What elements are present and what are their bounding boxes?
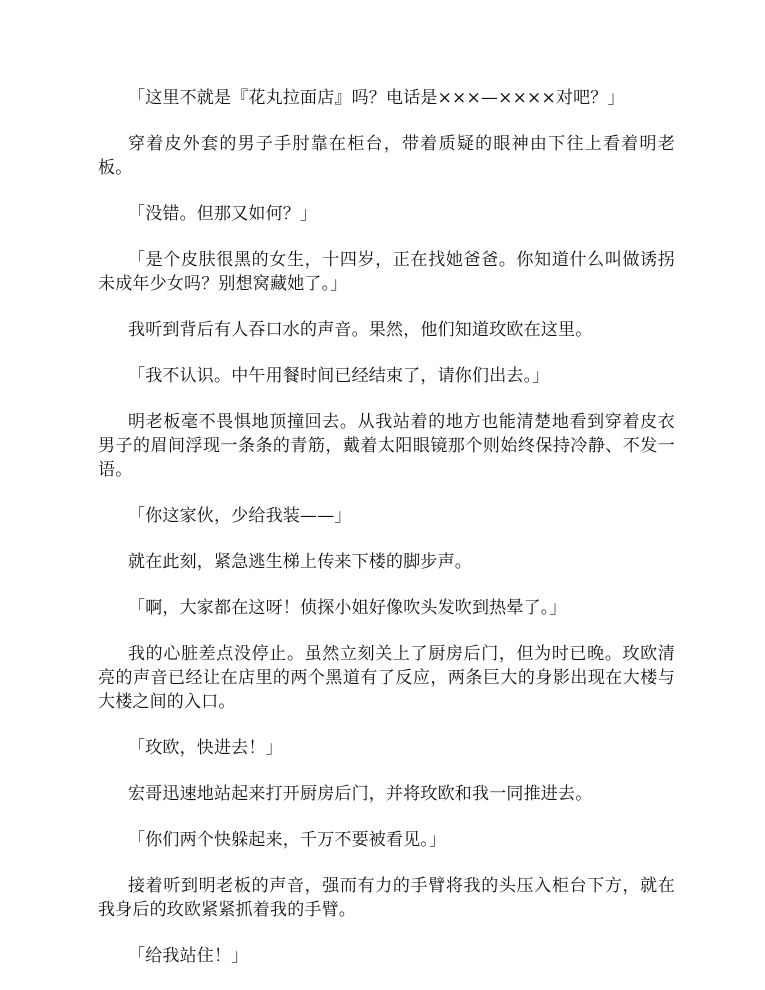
paragraph: 「玫欧，快进去！」: [128, 738, 283, 758]
paragraph: 「给我站住！」: [128, 946, 249, 966]
paragraph: 「是个皮肤很黑的女生，十四岁，正在找她爸爸。你知道什么叫做诱拐未成年少女吗？别想窝藏她了。」: [98, 250, 675, 294]
paragraph: 「啊，大家都在这呀！侦探小姐好像吹头发吹到热晕了。」: [128, 598, 567, 618]
paragraph: 「你这家伙，少给我装——」: [128, 506, 352, 526]
paragraph: 我听到背后有人吞口水的声音。果然，他们知道玫欧在这里。: [128, 320, 593, 340]
paragraph: 「你们两个快躲起来，千万不要被看见。」: [128, 830, 447, 850]
paragraph: 「我不认识。中午用餐时间已经结束了，请你们出去。」: [128, 366, 550, 386]
paragraph: 接着听到明老板的声音，强而有力的手臂将我的头压入柜台下方，就在我身后的玫欧紧紧抓着我的手臂。: [98, 876, 675, 920]
paragraph: 就在此刻，紧急逃生梯上传来下楼的脚步声。: [128, 552, 472, 572]
paragraph: 明老板毫不畏惧地顶撞回去。从我站着的地方也能清楚地看到穿着皮衣男子的眉间浮现一条条的青筋，戴着太阳眼镜那个则始终保持冷静、不发一语。: [98, 412, 675, 480]
paragraph: 宏哥迅速地站起来打开厨房后门，并将玫欧和我一同推进去。: [128, 784, 593, 804]
paragraph: 我的心脏差点没停止。虽然立刻关上了厨房后门，但为时已晚。玫欧清亮的声音已经让在店里的两个黑道有了反应，两条巨大的身影出现在大楼与大楼之间的入口。: [98, 644, 675, 712]
paragraph: 「这里不就是『花丸拉面店』吗？电话是×××—××××对吧？」: [128, 88, 625, 108]
paragraph: 「没错。但那又如何？」: [128, 204, 318, 224]
paragraph: 穿着皮外套的男子手肘靠在柜台，带着质疑的眼神由下往上看着明老板。: [98, 134, 675, 178]
